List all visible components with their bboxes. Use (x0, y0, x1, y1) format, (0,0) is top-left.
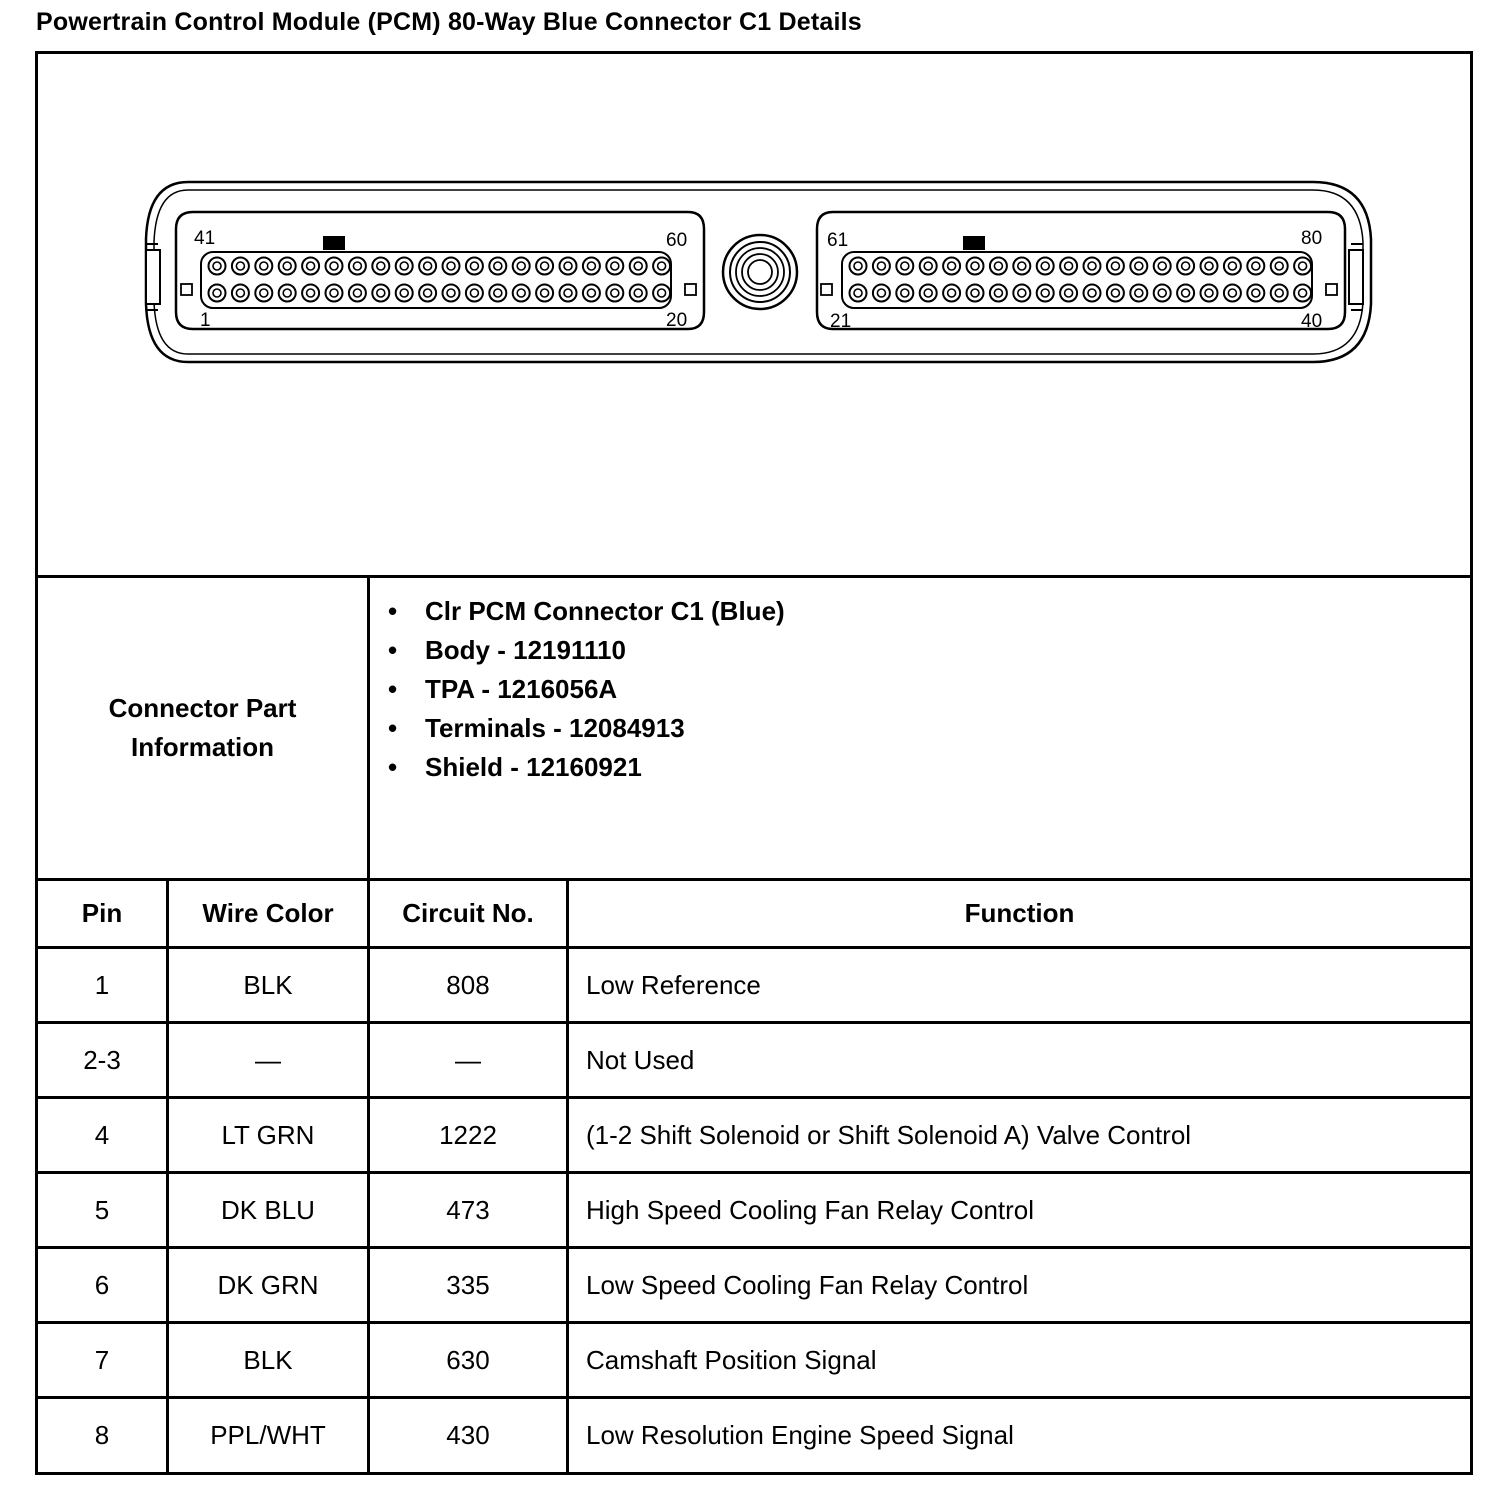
cell-wire-color: BLK (243, 969, 293, 1000)
pin-terminal (1224, 258, 1241, 275)
pin-terminal (419, 285, 436, 302)
part-info-item: • Terminals - 12084913 (388, 709, 785, 748)
pin-terminal (279, 258, 296, 275)
part-info-item: • Shield - 12160921 (388, 748, 785, 787)
connector-part-info-label-line2: Information (131, 732, 274, 762)
pin-terminal (990, 285, 1007, 302)
cell-function: Low Resolution Engine Speed Signal (586, 1419, 1014, 1450)
pin-terminal (1177, 258, 1194, 275)
pin-terminal (1271, 285, 1288, 302)
cell-pin: 4 (94, 1119, 110, 1150)
pin-terminal (1247, 258, 1264, 275)
connector-diagram (38, 54, 1470, 575)
pin-terminal (372, 285, 389, 302)
right-cavity (817, 212, 1345, 329)
pin-terminal (1271, 258, 1288, 275)
pin-terminal (513, 258, 530, 275)
pin-terminal (1013, 285, 1030, 302)
connector-part-info-label (38, 578, 367, 878)
pin-terminal (896, 285, 913, 302)
cell-function: Low Reference (586, 969, 761, 1000)
pin-terminal (920, 258, 937, 275)
cell-wire-color: LT GRN (221, 1119, 315, 1150)
cell-function: High Speed Cooling Fan Relay Control (586, 1194, 1035, 1225)
pin-label-21: 21 (830, 311, 852, 332)
column-header-wire-color: Wire Color (202, 898, 334, 928)
pin-terminal (232, 258, 249, 275)
cell-pin: 6 (94, 1269, 110, 1300)
pin-terminal (1084, 285, 1101, 302)
cell-wire-color: DK GRN (217, 1269, 319, 1300)
pin-terminal (349, 285, 366, 302)
cell-pin: 5 (94, 1194, 110, 1225)
pin-label-60: 60 (666, 230, 688, 251)
cell-pin: 2-3 (83, 1044, 121, 1075)
pin-terminal (560, 285, 577, 302)
pin-terminal (1107, 258, 1124, 275)
pin-terminal (990, 258, 1007, 275)
pin-terminal (489, 258, 506, 275)
cell-wire-color: DK BLU (221, 1194, 315, 1225)
pin-terminal (255, 285, 272, 302)
cell-circuit: 808 (446, 969, 490, 1000)
pin-terminal (1177, 285, 1194, 302)
connector-details-frame (35, 51, 1473, 1475)
cell-pin: 7 (94, 1344, 110, 1375)
pin-terminal (967, 285, 984, 302)
pin-terminal (1294, 258, 1311, 275)
pin-terminal (349, 258, 366, 275)
pin-label-40: 40 (1301, 311, 1323, 332)
pin-terminal (209, 285, 226, 302)
polarization-key-left (323, 236, 345, 250)
cell-circuit: 630 (446, 1344, 490, 1375)
left-cavity (176, 212, 704, 329)
connector-part-info-list (388, 592, 785, 787)
pin-terminal (1013, 258, 1030, 275)
part-info-item: • TPA - 1216056A (388, 670, 785, 709)
part-info-item: • Clr PCM Connector C1 (Blue) (388, 592, 785, 631)
pin-terminal (1084, 258, 1101, 275)
pin-terminal (302, 258, 319, 275)
pin-terminal (1130, 258, 1147, 275)
pin-terminal (255, 258, 272, 275)
pin-terminal (630, 285, 647, 302)
column-header-circuit: Circuit No. (402, 898, 534, 928)
pin-terminal (1107, 285, 1124, 302)
pin-label-80: 80 (1301, 228, 1323, 249)
pin-terminal (209, 258, 226, 275)
connector-face-drawing (38, 54, 1470, 575)
pin-terminal (466, 285, 483, 302)
pin-terminal (873, 285, 890, 302)
pin-terminal (943, 258, 960, 275)
pin-terminal (1154, 285, 1171, 302)
pin-terminal (606, 285, 623, 302)
pin-terminal (630, 258, 647, 275)
pin-terminal (1154, 258, 1171, 275)
pin-terminal (279, 285, 296, 302)
cell-function: Low Speed Cooling Fan Relay Control (586, 1269, 1029, 1300)
pin-label-20: 20 (666, 310, 688, 331)
pin-terminal (583, 285, 600, 302)
pin-terminal (850, 285, 867, 302)
pin-terminal (1130, 285, 1147, 302)
pin-terminal (513, 285, 530, 302)
pin-terminal (653, 285, 670, 302)
center-bolt-icon (723, 235, 797, 309)
pin-terminal (1201, 258, 1218, 275)
connector-housing (146, 182, 1371, 362)
pin-terminal (943, 285, 960, 302)
pin-terminal (489, 285, 506, 302)
pin-terminal (560, 258, 577, 275)
cell-function: (1-2 Shift Solenoid or Shift Solenoid A) Valve Control (586, 1119, 1192, 1150)
part-info-item: • Body - 12191110 (388, 631, 785, 670)
pin-label-1: 1 (200, 310, 211, 331)
cell-wire-color: — (255, 1044, 281, 1075)
cell-circuit: 1222 (439, 1119, 497, 1150)
pin-terminal (1037, 285, 1054, 302)
pin-terminal (1224, 285, 1241, 302)
pin-terminal (920, 285, 937, 302)
pin-terminal (396, 285, 413, 302)
cell-wire-color: BLK (243, 1344, 293, 1375)
cell-wire-color: PPL/WHT (210, 1419, 326, 1450)
pin-terminal (1060, 258, 1077, 275)
pin-terminal (372, 258, 389, 275)
pin-terminal (583, 258, 600, 275)
pin-terminal (443, 258, 460, 275)
pin-terminal (302, 285, 319, 302)
pin-label-41: 41 (194, 228, 216, 249)
connector-part-info-label-line1: Connector Part (108, 693, 297, 723)
cell-circuit: — (455, 1044, 481, 1075)
pin-terminal (1247, 285, 1264, 302)
polarization-key-right (963, 236, 985, 250)
column-header-pin: Pin (81, 898, 123, 928)
pin-terminal (232, 285, 249, 302)
column-header-function: Function (964, 898, 1075, 928)
cell-function: Not Used (586, 1044, 695, 1075)
cell-pin: 1 (94, 969, 110, 1000)
pin-terminal (653, 258, 670, 275)
pin-terminal (967, 258, 984, 275)
pin-terminal (326, 285, 343, 302)
pin-terminal (1201, 285, 1218, 302)
pin-terminal (396, 258, 413, 275)
pin-terminal (466, 258, 483, 275)
cell-circuit: 335 (446, 1269, 490, 1300)
cell-circuit: 473 (446, 1194, 490, 1225)
cell-circuit: 430 (446, 1419, 490, 1450)
page-title: Powertrain Control Module (PCM) 80-Way Blue Connector C1 Details (36, 8, 862, 36)
pin-terminal (419, 258, 436, 275)
divider (367, 575, 370, 880)
pin-terminal (896, 258, 913, 275)
pin-terminal (850, 258, 867, 275)
cell-function: Camshaft Position Signal (586, 1344, 877, 1375)
pin-terminal (1060, 285, 1077, 302)
pin-terminal (873, 258, 890, 275)
pin-terminal (536, 285, 553, 302)
pin-label-61: 61 (827, 230, 849, 251)
pin-terminal (326, 258, 343, 275)
pin-terminal (1037, 258, 1054, 275)
pin-terminal (606, 258, 623, 275)
pin-terminal (536, 258, 553, 275)
cell-pin: 8 (94, 1419, 110, 1450)
pin-terminal (1294, 285, 1311, 302)
pin-terminal (443, 285, 460, 302)
